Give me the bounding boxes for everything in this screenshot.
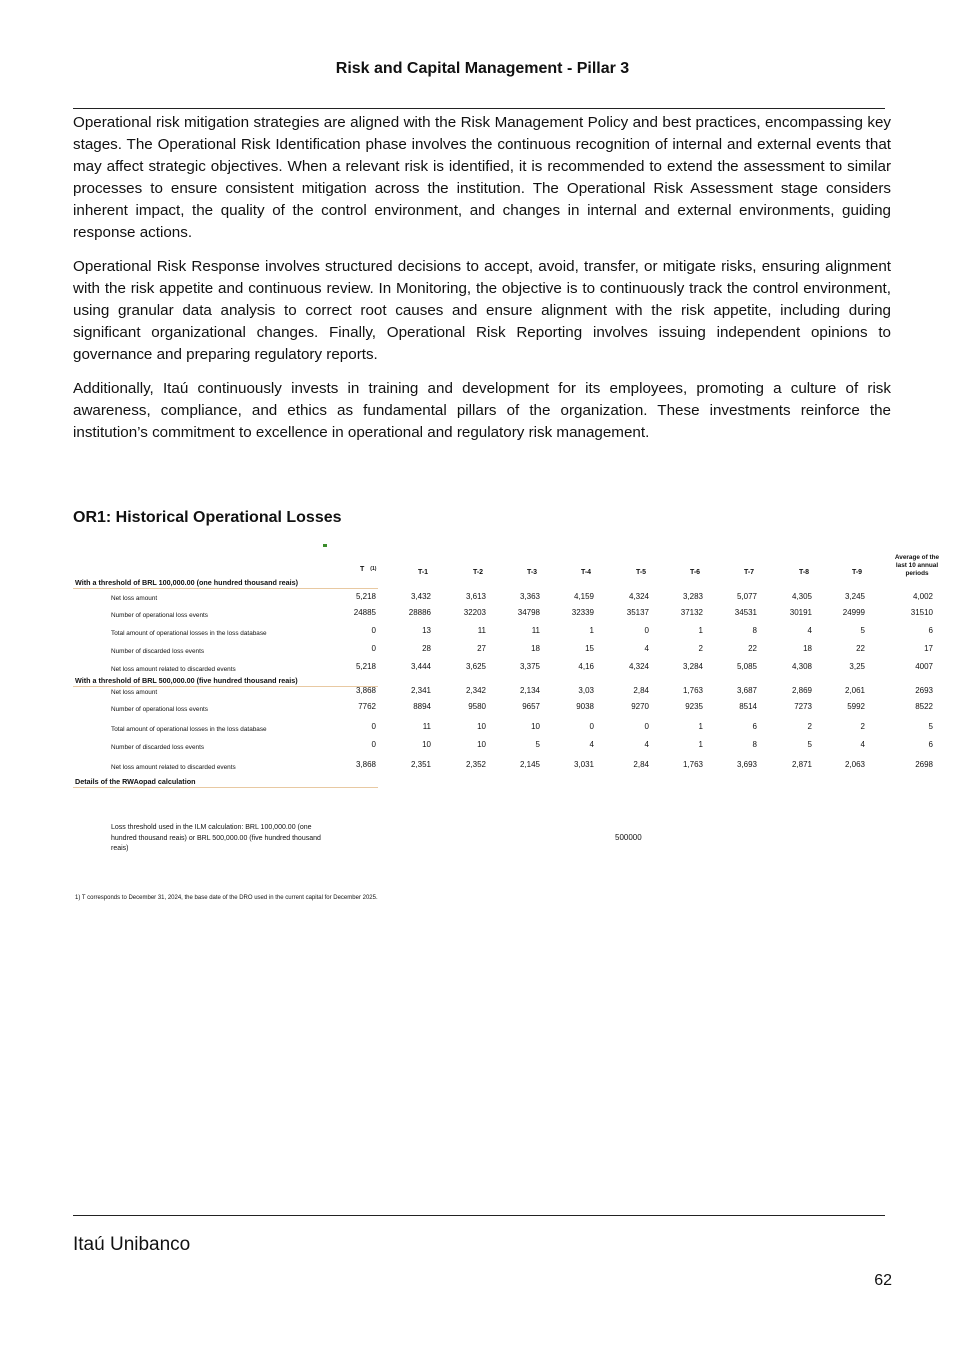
table-cell-value: 18 <box>803 644 812 653</box>
table-cell-value: 28 <box>422 644 431 653</box>
table-cell-value: 1,763 <box>682 686 703 695</box>
table-cell-value: 22 <box>748 644 757 653</box>
table-cell-value: 37132 <box>680 608 703 617</box>
group-divider <box>73 588 378 589</box>
table-cell-value: 8522 <box>915 702 933 711</box>
group-title-100k: With a threshold of BRL 100,000.00 (one hundred thousand reais) <box>75 578 299 587</box>
table-cell-value: 18 <box>531 644 540 653</box>
table-cell-value: 32203 <box>463 608 486 617</box>
paragraph-2: Operational Risk Response involves structured decisions to accept, avoid, transfer, or mitigate risks, ensuring alignment with the risk appetite and continuous review. In Monitoring, the objective is to continuously track the control environment, using granular data analysis to correct root causes and ensure alignment with the risk appetite, including during significant organizational changes. Finally, Operational Risk Reporting involves issuing independent opinions to governance and preparing regulatory reports. <box>73 258 891 363</box>
table-cell-value: 4,324 <box>628 662 649 671</box>
table-cell-value: 4 <box>644 740 649 749</box>
table-cell-value: 4,002 <box>912 592 933 601</box>
table-cell-value: 5,218 <box>355 592 376 601</box>
col-header: T-9 <box>851 569 863 576</box>
table-cell-value: 9038 <box>576 702 594 711</box>
row-label: Net loss amount <box>111 689 158 696</box>
table-cell-value: 5 <box>860 626 865 635</box>
col-header: T-2 <box>472 569 484 576</box>
table-cell-value: 13 <box>422 626 431 635</box>
table-cell-value: 11 <box>422 722 431 731</box>
row-label: Number of operational loss events <box>111 612 208 619</box>
table-cell-value: 22 <box>856 644 865 653</box>
table-cell-value: 2,84 <box>633 686 649 695</box>
table-cell-value: 4 <box>807 626 812 635</box>
table-cell-value: 24885 <box>353 608 376 617</box>
table-cell-value: 1 <box>698 722 703 731</box>
table-cell-value: 3,375 <box>519 662 540 671</box>
table-cell-value: 2,871 <box>791 760 812 769</box>
table-cell-value: 8894 <box>413 702 431 711</box>
table-cell-value: 30191 <box>789 608 812 617</box>
table-cell-value: 7762 <box>358 702 376 711</box>
page-header-title: Risk and Capital Management - Pillar 3 <box>335 60 630 77</box>
table-cell-value: 4,159 <box>573 592 594 601</box>
col-header: T-4 <box>580 569 592 576</box>
table-cell-value: 2,145 <box>519 760 540 769</box>
section-title: OR1: Historical Operational Losses <box>73 509 342 526</box>
table-cell-value: 28886 <box>408 608 431 617</box>
group-title-500k: With a threshold of BRL 500,000.00 (five hundred thousand reais) <box>75 676 298 685</box>
table-cell-value: 2,341 <box>410 686 431 695</box>
col-header-T: T $^{(1)}$ <box>360 566 377 573</box>
table-cell-value: 2,063 <box>844 760 865 769</box>
footer-rule <box>73 1215 885 1216</box>
table-cell-value: 15 <box>585 644 594 653</box>
table-cell-value: 5 <box>928 722 933 731</box>
table-cell-value: 2698 <box>915 760 933 769</box>
table-cell-value: 9657 <box>522 702 540 711</box>
table-cell-value: 2,134 <box>519 686 540 695</box>
table-cell-value: 34798 <box>517 608 540 617</box>
col-header: T-8 <box>798 569 810 576</box>
loss-threshold-value: 500000 <box>615 833 642 842</box>
green-mark-decoration <box>323 544 327 547</box>
table-cell-value: 3,444 <box>410 662 431 671</box>
table-cell-value: 5992 <box>847 702 865 711</box>
table-cell-value: 1 <box>589 626 594 635</box>
body-text <box>73 112 891 456</box>
table-cell-value: 8514 <box>739 702 757 711</box>
table-cell-value: 1 <box>698 626 703 635</box>
table-cell-value: 4 <box>860 740 865 749</box>
table-cell-value: 5 <box>807 740 812 749</box>
table-cell-value: 31510 <box>910 608 933 617</box>
table-cell-value: 3,284 <box>682 662 703 671</box>
group-divider <box>73 787 378 788</box>
table-cell-value: 2 <box>807 722 812 731</box>
row-label: Net loss amount related to discarded events <box>111 764 236 771</box>
table-cell-value: 0 <box>371 626 376 635</box>
table-cell-value: 3,031 <box>573 760 594 769</box>
table-cell-value: 0 <box>371 644 376 653</box>
table-cell-value: 3,432 <box>410 592 431 601</box>
table-cell-value: 4,16 <box>578 662 594 671</box>
table-cell-value: 0 <box>371 740 376 749</box>
table-cell-value: 3,868 <box>355 760 376 769</box>
table-cell-value: 2,351 <box>410 760 431 769</box>
table-cell-value: 3,693 <box>736 760 757 769</box>
table-cell-value: 3,363 <box>519 592 540 601</box>
table-cell-value: 10 <box>477 740 486 749</box>
table-cell-value: 3,03 <box>578 686 594 695</box>
row-label: Total amount of operational losses in the loss database <box>111 630 267 637</box>
table-cell-value: 2 <box>698 644 703 653</box>
table-cell-value: 5 <box>535 740 540 749</box>
row-label: Number of discarded loss events <box>111 744 205 751</box>
table-cell-value: 4,305 <box>791 592 812 601</box>
table-cell-value: 7273 <box>794 702 812 711</box>
table-cell-value: 2,84 <box>633 760 649 769</box>
table-cell-value: 2 <box>860 722 865 731</box>
footer-brand: Itaú Unibanco <box>73 1234 191 1255</box>
table-cell-value: 5,077 <box>736 592 757 601</box>
table-cell-value: 3,687 <box>736 686 757 695</box>
table-cell-value: 2,342 <box>465 686 486 695</box>
table-cell-value: 3,625 <box>465 662 486 671</box>
table-cell-value: 2693 <box>915 686 933 695</box>
table-cell-value: 6 <box>752 722 757 731</box>
col-header-average: Average of the last 10 annual periods <box>894 554 940 577</box>
row-label: Total amount of operational losses in the loss database <box>111 726 267 733</box>
table-cell-value: 3,245 <box>844 592 865 601</box>
table-cell-value: 11 <box>531 626 540 635</box>
col-header: T-6 <box>689 569 701 576</box>
table-cell-value: 10 <box>422 740 431 749</box>
table-cell-value: 0 <box>371 722 376 731</box>
table-cell-value: 32339 <box>571 608 594 617</box>
table-cell-value: 35137 <box>626 608 649 617</box>
row-label: Net loss amount <box>111 595 158 602</box>
table-cell-value: 10 <box>531 722 540 731</box>
col-header: T-3 <box>526 569 538 576</box>
table-cell-value: 0 <box>644 722 649 731</box>
table-cell-value: 2,352 <box>465 760 486 769</box>
col-header: T-1 <box>417 569 429 576</box>
table-cell-value: 3,613 <box>465 592 486 601</box>
paragraph-1: Operational risk mitigation strategies are aligned with the Risk Management Policy and best practices, encompassing key stages. The Operational Risk Identification phase involves the continuous recognition of internal and external events that may affect strategic objectives. When a relevant risk is identified, it is recommended to extend the assessment to similar processes to ensure consistent mitigation across the institution. The Operational Risk Assessment stage considers inherent impact, the quality of the control environment, and changes in internal and external environments, guiding response actions. <box>73 114 891 241</box>
col-header: T-5 <box>635 569 647 576</box>
table-cell-value: 1 <box>698 740 703 749</box>
header-rule <box>73 108 885 109</box>
table-footnote: 1) T corresponds to December 31, 2024, the base date of the DRO used in the current capital for December 2025. <box>75 895 378 901</box>
table-cell-value: 4007 <box>915 662 933 671</box>
table-cell-value: 0 <box>644 626 649 635</box>
table-cell-value: 24999 <box>842 608 865 617</box>
table-cell-value: 34531 <box>734 608 757 617</box>
row-label: Net loss amount related to discarded events <box>111 666 236 673</box>
table-cell-value: 8 <box>752 626 757 635</box>
loss-threshold-label: Loss threshold used in the ILM calculation: BRL 100,000.00 (one hundred thousand reais) or BRL 500,000.00 (five hundred thousand reais) <box>111 824 321 852</box>
table-cell-value: 9235 <box>685 702 703 711</box>
row-label: Number of operational loss events <box>111 706 208 713</box>
table-cell-value: 6 <box>928 626 933 635</box>
page-number: 62 <box>874 1272 892 1289</box>
table-cell-value: 4 <box>644 644 649 653</box>
table-cell-value: 17 <box>924 644 933 653</box>
table-cell-value: 6 <box>928 740 933 749</box>
table-cell-value: 5,218 <box>355 662 376 671</box>
table-cell-value: 9580 <box>468 702 486 711</box>
table-cell-value: 27 <box>477 644 486 653</box>
table-cell-value: 10 <box>477 722 486 731</box>
table-cell-value: 4,324 <box>628 592 649 601</box>
table-cell-value: 3,25 <box>849 662 865 671</box>
row-label: Number of discarded loss events <box>111 648 205 655</box>
col-header: T-7 <box>743 569 755 576</box>
table-cell-value: 3,283 <box>682 592 703 601</box>
rwa-details-title: Details of the RWAopad calculation <box>75 777 196 786</box>
table-cell-value: 4 <box>589 740 594 749</box>
table-cell-value: 5,085 <box>736 662 757 671</box>
table-cell-value: 2,869 <box>791 686 812 695</box>
table-cell-value: 0 <box>589 722 594 731</box>
table-cell-value: 3,868 <box>355 686 376 695</box>
table-cell-value: 11 <box>477 626 486 635</box>
table-cell-value: 1,763 <box>682 760 703 769</box>
table-cell-value: 8 <box>752 740 757 749</box>
table-cell-value: 4,308 <box>791 662 812 671</box>
table-cell-value: 2,061 <box>844 686 865 695</box>
table-cell-value: 9270 <box>631 702 649 711</box>
paragraph-3: Additionally, Itaú continuously invests in training and development for its employees, promoting a culture of risk awareness, compliance, and ethics as fundamental pillars of the organization. These investments reinforce the institution’s commitment to excellence in operational and regulatory risk management. <box>73 380 891 441</box>
